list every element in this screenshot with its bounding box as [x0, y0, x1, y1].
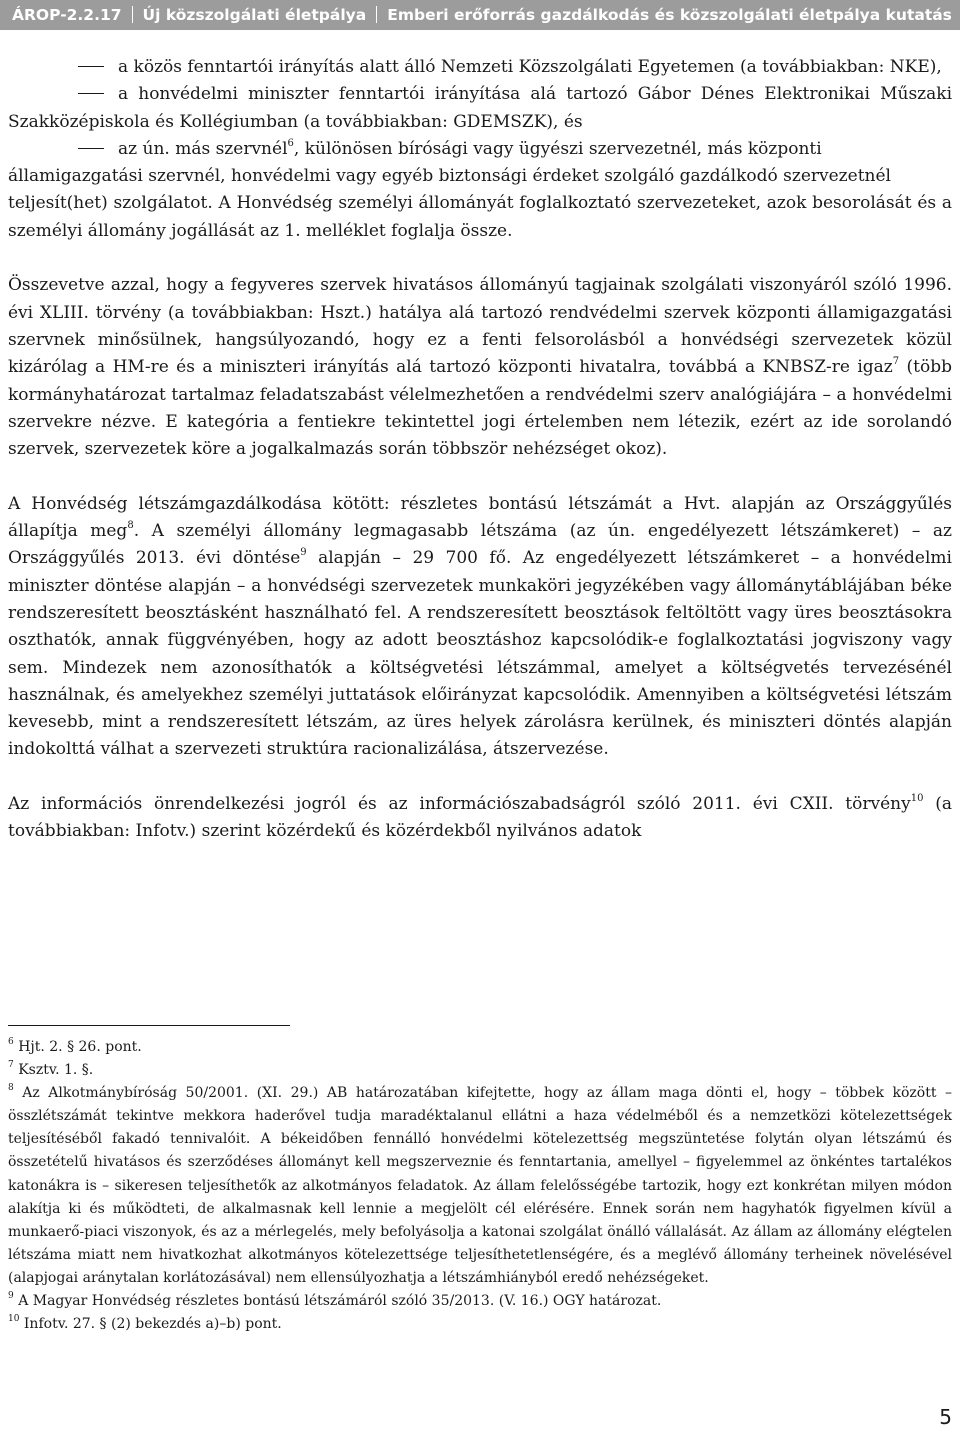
footnote-separator [8, 1025, 290, 1026]
project-code: ÁROP-2.2.17 [12, 6, 122, 24]
running-header [0, 0, 960, 30]
dash-bullet [78, 93, 104, 94]
footnote-ref[interactable]: 6 [287, 137, 294, 149]
header-separator [376, 6, 377, 23]
footnote-ref[interactable]: 8 [127, 520, 134, 532]
footnotes [8, 1036, 952, 1336]
project-topic: Emberi erőforrás gazdálkodás és közszolgálati életpálya kutatás [387, 6, 952, 24]
dash-bullet [78, 66, 104, 67]
footnote: $^{10}$ Infotv. 27. § (2) bekezdés a)–b) pont. [8, 1314, 282, 1333]
footnote: $^8$ Az Alkotmánybíróság 50/2001. (XI. 29.) AB határozatában kifejtette, hogy az állam maga dönti el, hogy – többek között – összlétszámát tekintve mekkora haderővel tudja maradéktalanul ellátni a haza védelméből és a nemzetközi kötelezettségek teljesítéséből fakadó tennivalóit. A békeidőben fennálló honvédelmi kötelezettség megszüntetése folytán olyan létszámú és összetételű hivatásos és szerződéses állományt kell megszerveznie és fenntartania, amellyel – figyelemmel az önkéntes tartalékos katonákra is – sikeresen teljesíthetők az alkotmányos feladatok. Az állam felelősségébe tartozik, hogy ezt konkrétan milyen módon alakítja ki és működteti, de alkalmasnak kell lennie a megjelölt cél elérésére. Ennek során nem hagyhatók figyelmen kívül a munkaerő-piaci viszonyok, és az a mérlegelés, mely befolyásolja a katonai szolgálat önálló vállalását. Az állam az állomány elégtelen létszáma miatt nem hivatkozhat alkotmányos kötelezettsége teljesíthetetlenségére, és a meglévő állomány terheinek növelésével (alapjogai aránytalan korlátozásával) nem ellensúlyozhatja a létszámhiányból eredő nehézségeket. [8, 1083, 953, 1286]
paragraph: Az információs önrendelkezési jogról és az információszabadságról szóló 2011. évi CXII. törvény$^{10}$ (a továbbiakban: Infotv.) szerint közérdekű és közérdekből nyilvános adatok [8, 793, 952, 842]
paragraph: Összevetve azzal, hogy a fegyveres szervek hivatásos állományú tagjainak szolgálati viszonyáról szóló 1996. évi XLIII. törvény (a továbbiakban: Hszt.) hatálya alá tartozó rendvédelmi szervek központi államigazgatási szervnek minősülnek, hangsúlyozandó, hogy ez a fenti felsorolásból a honvédségi szervezetek közül kizárólag a HM-re és a miniszteri irányítás alá tartozó központi hivatalra, továbbá a KNBSZ-re igaz$^7$ (több kormányhatározat tartalmaz feladatszabást vélelmezhetően a rendvédelmi szerv analógiájára – a honvédelmi szervekre nézve. E kategória a fentiekre tekintettel jogi értelemben nem létezik, ezért az ide sorolandó szervek, szervezetek köre a jogalkalmazás során többször nehézséget okoz). [8, 275, 953, 460]
footnote: $^9$ A Magyar Honvédség részletes bontású létszámáról szóló 35/2013. (V. 16.) OGY határozat. [8, 1291, 662, 1310]
footnote: $^6$ Hjt. 2. § 26. pont. [8, 1037, 142, 1055]
footnote-ref[interactable]: 9 [300, 547, 307, 559]
list-item: a közös fenntartói irányítás alatt álló Nemzeti Közszolgálati Egyetemen (a továbbiakban: NKE), [8, 54, 952, 81]
footnote-ref[interactable]: 7 [892, 356, 900, 368]
header-separator [132, 6, 133, 23]
project-name: Új közszolgálati életpálya [142, 6, 367, 24]
footnote-ref[interactable]: 10 [910, 793, 924, 805]
list-item: az ún. más szervnél$^6$, különösen bírósági vagy ügyészi szervezetnél, más központi államigazgatási szervnél, honvédelmi vagy egyéb biztonsági érdeket szolgáló gazdálkodó szervezetnél [8, 137, 891, 187]
footnote: $^7$ Ksztv. 1. §. [8, 1060, 94, 1079]
page-number: 5 [939, 1405, 952, 1429]
list-item: a honvédelmi miniszter fenntartói irányítása alá tartozó Gábor Dénes Elektronikai Műszaki Szakközépiskola és Kollégiumban (a továbbiakban: GDEMSZK), és [8, 84, 953, 132]
paragraph: A Honvédség létszámgazdálkodása kötött: részletes bontású létszámát a Hvt. alapján az Országgyűlés állapítja meg$^8$. A személyi állomány legmagasabb létszáma (az ún. engedélyezett létszámkeret) – az Országgyűlés 2013. évi döntése$^9$ alapján – 29 700 fő. Az engedélyezett létszámkeret – a honvédelmi miniszter döntése alapján – a honvédségi szervezetek munkaköri jegyzékében vagy állománytáblájában béke rendszeresített beosztásként használható fel. A rendszeresített beosztások feltöltött vagy üres beosztásokra oszthatók, annak függvényében, hogy az adott beosztáshoz kapcsolódik-e foglalkoztatási jogviszony vagy sem. Mindezek nem azonosíthatók a költségvetési létszámmal, amelyet a költségvetés tervezésénél használnak, és amelyekhez személyi juttatások előirányzat kapcsolódik. Amennyiben a költségvetési létszám kevesebb, mint a rendszeresített létszám, az üres helyek zárolásra kerülnek, és miniszteri döntés alapján indokolttá válhat a szervezeti struktúra racionalizálása, átszervezése. [8, 493, 953, 760]
body-text [8, 54, 952, 846]
dash-bullet [78, 148, 104, 149]
paragraph: teljesít(het) szolgálatot. A Honvédség személyi állományát foglalkoztató szervezeteket, azok besorolását és a személyi állomány jogállását az 1. melléklet foglalja össze. [8, 193, 952, 241]
